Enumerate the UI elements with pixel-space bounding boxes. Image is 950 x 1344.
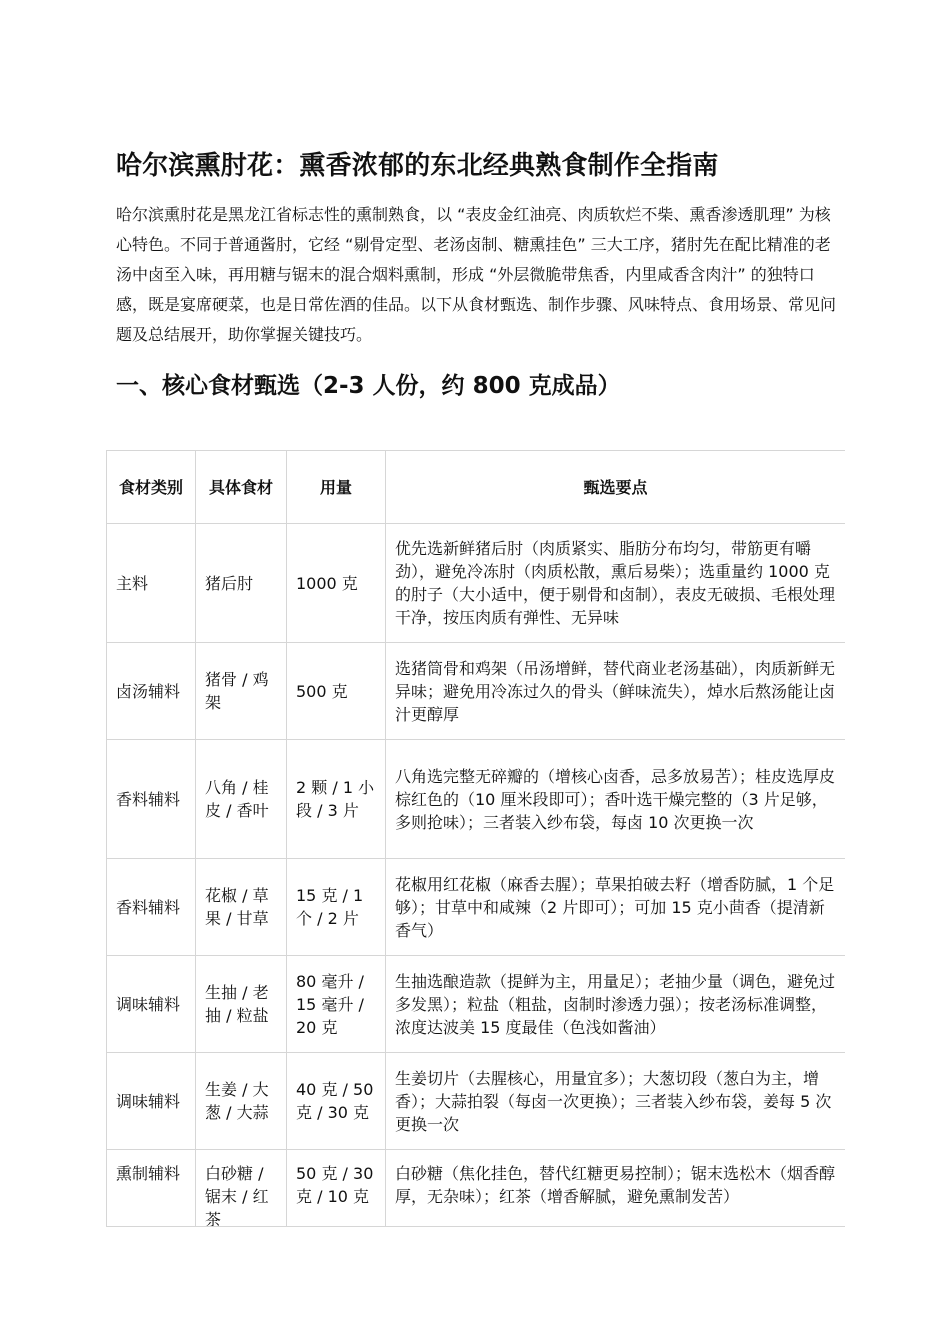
cell-item: 生姜 / 大葱 / 大蒜 bbox=[196, 1053, 287, 1150]
cell-category: 调味辅料 bbox=[107, 956, 196, 1053]
cell-item: 白砂糖 / 锯末 / 红茶 bbox=[196, 1150, 287, 1228]
cell-item: 猪后肘 bbox=[196, 524, 287, 643]
cell-notes: 白砂糖（焦化挂色，替代红糖更易控制）；锯末选松木（烟香醇厚，无杂味）；红茶（增香解腻，避免熏制发苦） bbox=[386, 1150, 846, 1228]
ingredients-table bbox=[106, 450, 845, 1227]
cell-item: 生抽 / 老抽 / 粒盐 bbox=[196, 956, 287, 1053]
intro-paragraph: 哈尔滨熏肘花是黑龙江省标志性的熏制熟食，以 “表皮金红油亮、肉质软烂不柴、熏香渗透肌理” 为核心特色。不同于普通酱肘，它经 “剔骨定型、老汤卤制、糖熏挂色” 三大工序，猪肘先在配比精准的老汤中卤至入味，再用糖与锯末的混合烟料熏制，形成 “外层微脆带焦香，内里咸香含肉汁” 的独特口感，既是宴席硬菜，也是日常佐酒的佳品。以下从食材甄选、制作步骤、风味特点、食用场景、常见问题及总结展开，助你掌握关键技巧。 bbox=[116, 205, 837, 344]
section-heading-ingredients: 一、核心食材甄选（2-3 人份，约 800 克成品） bbox=[116, 373, 621, 399]
cell-notes: 选猪筒骨和鸡架（吊汤增鲜，替代商业老汤基础），肉质新鲜无异味；避免用冷冻过久的骨头（鲜味流失），焯水后熬汤能让卤汁更醇厚 bbox=[386, 643, 846, 740]
table-row bbox=[107, 1053, 846, 1150]
cell-category: 香料辅料 bbox=[107, 859, 196, 956]
table-header-row bbox=[107, 451, 846, 524]
table-row bbox=[107, 524, 846, 643]
header-category: 食材类别 bbox=[107, 451, 196, 524]
cell-amount: 80 毫升 / 15 毫升 / 20 克 bbox=[287, 956, 386, 1053]
header-notes: 甄选要点 bbox=[386, 451, 846, 524]
cell-category: 熏制辅料 bbox=[107, 1150, 196, 1228]
cell-amount: 1000 克 bbox=[287, 524, 386, 643]
table-row bbox=[107, 740, 846, 859]
table-row bbox=[107, 956, 846, 1053]
cell-amount: 500 克 bbox=[287, 643, 386, 740]
table-row bbox=[107, 643, 846, 740]
cell-notes: 优先选新鲜猪后肘（肉质紧实、脂肪分布均匀，带筋更有嚼劲），避免冷冻肘（肉质松散，熏后易柴）；选重量约 1000 克的肘子（大小适中，便于剔骨和卤制），表皮无破损、毛根处理干净，按压肉质有弹性、无异味 bbox=[386, 524, 846, 643]
page-title: 哈尔滨熏肘花：熏香浓郁的东北经典熟食制作全指南 bbox=[116, 151, 719, 181]
ingredients-table-container bbox=[106, 450, 845, 1227]
cell-notes: 花椒用红花椒（麻香去腥）；草果拍破去籽（增香防腻，1 个足够）；甘草中和咸辣（2 片即可）；可加 15 克小茴香（提清新香气） bbox=[386, 859, 846, 956]
table-row bbox=[107, 1150, 846, 1228]
cell-amount: 2 颗 / 1 小段 / 3 片 bbox=[287, 740, 386, 859]
cell-item: 八角 / 桂皮 / 香叶 bbox=[196, 740, 287, 859]
cell-notes: 生抽选酿造款（提鲜为主，用量足）；老抽少量（调色，避免过多发黑）；粒盐（粗盐，卤制时渗透力强）；按老汤标准调整，浓度达波美 15 度最佳（色浅如酱油） bbox=[386, 956, 846, 1053]
cell-amount: 40 克 / 50 克 / 30 克 bbox=[287, 1053, 386, 1150]
cell-item: 猪骨 / 鸡架 bbox=[196, 643, 287, 740]
cell-category: 卤汤辅料 bbox=[107, 643, 196, 740]
cell-category: 香料辅料 bbox=[107, 740, 196, 859]
cell-notes: 八角选完整无碎瓣的（增核心卤香，忌多放易苦）；桂皮选厚皮棕红色的（10 厘米段即可）；香叶选干燥完整的（3 片足够，多则抢味）；三者装入纱布袋，每卤 10 次更换一次 bbox=[386, 740, 846, 859]
table-row bbox=[107, 859, 846, 956]
header-amount: 用量 bbox=[287, 451, 386, 524]
cell-amount: 50 克 / 30 克 / 10 克 bbox=[287, 1150, 386, 1228]
cell-item: 花椒 / 草果 / 甘草 bbox=[196, 859, 287, 956]
header-item: 具体食材 bbox=[196, 451, 287, 524]
cell-category: 调味辅料 bbox=[107, 1053, 196, 1150]
cell-notes: 生姜切片（去腥核心，用量宜多）；大葱切段（葱白为主，增香）；大蒜拍裂（每卤一次更换）；三者装入纱布袋，姜每 5 次更换一次 bbox=[386, 1053, 846, 1150]
cell-amount: 15 克 / 1 个 / 2 片 bbox=[287, 859, 386, 956]
cell-category: 主料 bbox=[107, 524, 196, 643]
